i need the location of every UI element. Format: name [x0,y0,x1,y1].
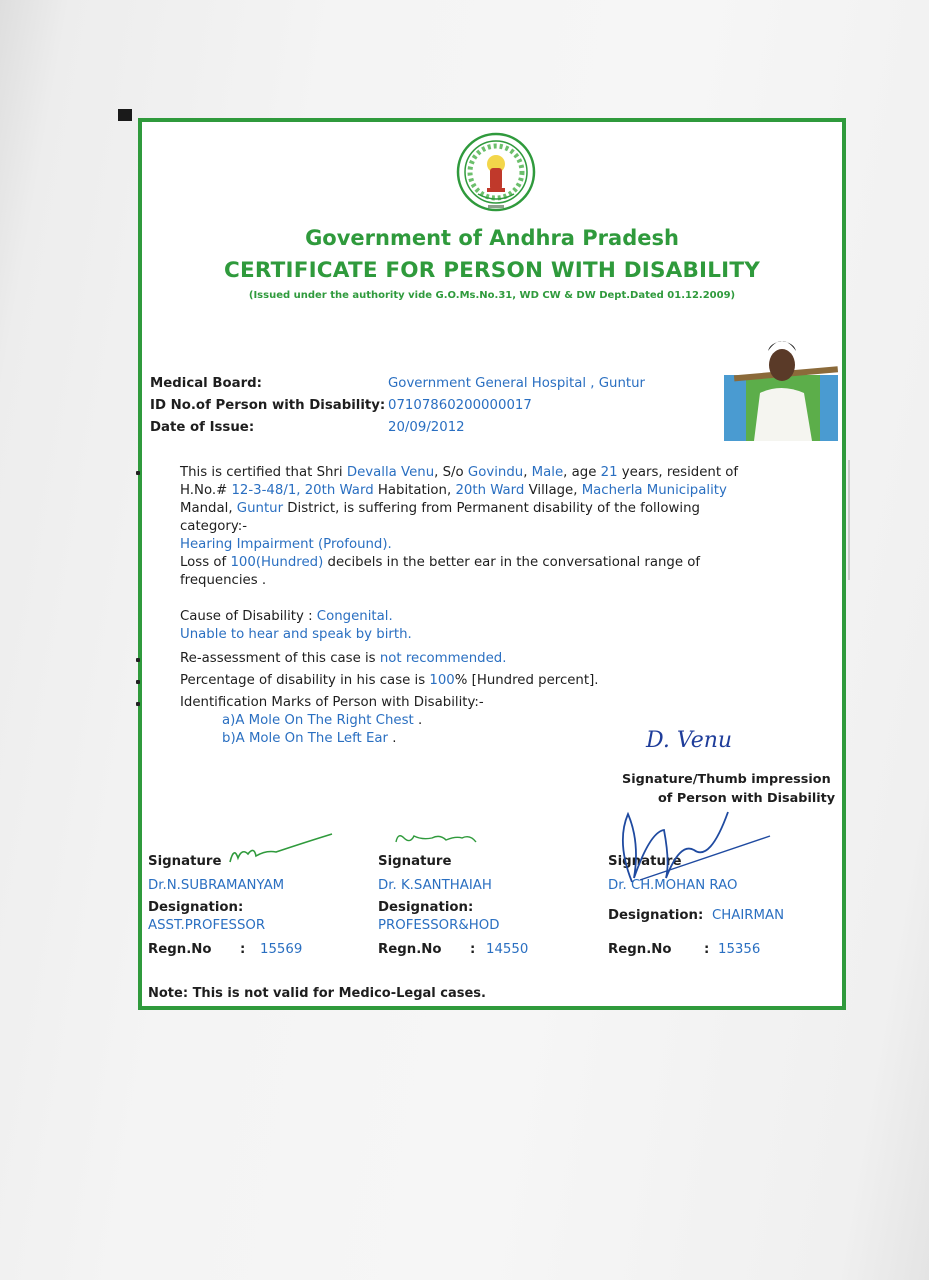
state-emblem-icon [452,130,540,218]
id-value: 07107860200000017 [388,398,532,413]
certificate [138,118,846,1010]
bullet [136,702,140,706]
certificate-title: CERTIFICATE FOR PERSON WITH DISABILITY [224,258,760,283]
edge-shadow [848,460,850,580]
medical-board-value: Government General Hospital , Guntur [388,376,645,391]
disability-category: Hearing Impairment (Profound). [180,537,392,552]
signatory-3: Signature Dr. CH.MOHAN RAO Designation: CHAIRMAN Regn.No : 15356 [608,854,785,957]
percentage-line: Percentage of disability in his case is 100% [Hundred percent]. [180,673,599,688]
medical-board-label: Medical Board: [150,376,263,391]
date-label: Date of Issue: [150,420,255,435]
bullet [136,680,140,684]
signature-stroke-2 [392,826,492,854]
reassessment-line: Re-assessment of this case is not recommended. [180,651,507,666]
id-label: ID No.of Person with Disability: [150,398,386,413]
signature-caption-1: Signature/Thumb impression [622,772,831,787]
signature-stroke-1 [226,828,336,868]
corner-mark [118,109,132,121]
person-photo [724,327,838,441]
date-value: 20/09/2012 [388,420,465,435]
authority-line: (Issued under the authority vide G.O.Ms.No.31, WD CW & DW Dept.Dated 01.12.2009) [248,290,736,301]
bullet [136,658,140,662]
person-signature: D. Venu [646,728,733,753]
cause-section: Cause of Disability : Congenital. Unable to hear and speak by birth. [180,609,412,642]
signatory-1: Signature Dr.N.SUBRAMANYAM Designation: ASST.PROFESSOR Regn.No : 15569 [148,854,303,957]
signature-caption-2: of Person with Disability [658,791,836,806]
government-heading: Government of Andhra Pradesh [305,226,679,250]
validity-note: Note: This is not valid for Medico-Legal cases. [148,986,486,1001]
signature-stroke-3 [610,802,780,892]
identification-marks: Identification Marks of Person with Disability:- a)A Mole On The Right Chest . b)A Mole On The Left Ear . [180,695,484,746]
certification-paragraph: This is certified that Shri Devalla Venu, S/o Govindu, Male, age 21 years, resident of H.No.# 12-3-48/1, 20th Ward Habitation, 20th Ward Village, Macherla Municipality Mandal, Guntur District, is suffering from Permanent disability of the following category:- Hearing Impairment (Profound). Loss of 100(Hundred) decibels in the better ear in the conversational range of frequencies . [180,464,790,590]
signatory-2: Signature Dr. K.SANTHAIAH Designation: PROFESSOR&HOD Regn.No : 14550 [378,854,529,957]
bullet [136,471,140,475]
